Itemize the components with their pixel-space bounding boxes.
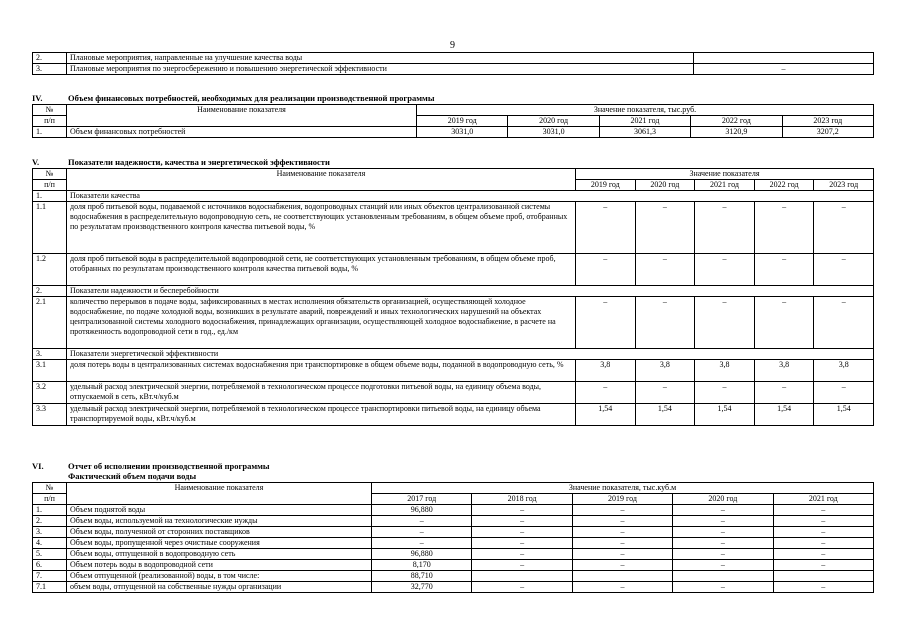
year-header: 2019 год xyxy=(417,116,508,127)
row-value: – xyxy=(576,382,636,404)
row-number: 1. xyxy=(33,505,67,516)
row-number: 2. xyxy=(33,286,67,297)
row-value xyxy=(694,53,874,64)
row-name: Плановые мероприятия по энергосбережению и повышению энергетической эффективности xyxy=(67,64,694,75)
row-value: – xyxy=(472,527,572,538)
row-name: Объем воды, пропущенной через очистные сооружения xyxy=(67,538,372,549)
row-value: – xyxy=(472,549,572,560)
row-number: 6. xyxy=(33,560,67,571)
row-value: – xyxy=(472,516,572,527)
row-number: 7.1 xyxy=(33,582,67,593)
header-name: Наименование показателя xyxy=(67,169,576,191)
table-row xyxy=(33,349,874,360)
year-header: 2021 год xyxy=(599,116,690,127)
row-value xyxy=(472,571,572,582)
row-value: – xyxy=(754,297,814,349)
table-row xyxy=(33,286,874,297)
row-value: 3,8 xyxy=(576,360,636,382)
row-name: Объем потерь воды в водопроводной сети xyxy=(67,560,372,571)
row-number: 7. xyxy=(33,571,67,582)
table-row xyxy=(33,254,874,286)
header-num: № xyxy=(33,483,67,494)
table-row xyxy=(33,360,874,382)
year-header: 2022 год xyxy=(691,116,782,127)
row-value: – xyxy=(814,382,874,404)
row-name: Объем воды, используемой на технологические нужды xyxy=(67,516,372,527)
row-value: – xyxy=(635,382,695,404)
row-number: 2.1 xyxy=(33,297,67,349)
row-name: доля проб питьевой воды в распределительной водопроводной сети, не соответствующих установленным требованиям, в общем объеме проб, отобранных по результатам производственного контроля качества питьевой воды, % xyxy=(67,254,576,286)
header-value: Значение показателя, тыс.руб. xyxy=(417,105,874,116)
row-value: – xyxy=(572,560,672,571)
row-value: – xyxy=(814,202,874,254)
row-number: 3.1 xyxy=(33,360,67,382)
row-number: 3.2 xyxy=(33,382,67,404)
row-value: 8,170 xyxy=(372,560,472,571)
row-value: – xyxy=(576,297,636,349)
year-header: 2020 год xyxy=(673,494,773,505)
row-value: – xyxy=(572,538,672,549)
row-value: – xyxy=(773,538,873,549)
row-value: – xyxy=(773,560,873,571)
year-header: 2019 год xyxy=(576,180,636,191)
section-6-title: VI. Отчет об исполнении производственной программы xyxy=(32,461,270,471)
row-value xyxy=(572,571,672,582)
table-row xyxy=(33,382,874,404)
row-value: 1,54 xyxy=(695,404,755,426)
row-number: 5. xyxy=(33,549,67,560)
row-value: – xyxy=(635,202,695,254)
row-value: – xyxy=(472,582,572,593)
row-name: Объем финансовых потребностей xyxy=(67,127,417,138)
row-value: – xyxy=(572,516,672,527)
table-row xyxy=(33,202,874,254)
row-value: 3,8 xyxy=(754,360,814,382)
section-5-title: V. Показатели надежности, качества и энергетической эффективности xyxy=(32,157,330,167)
year-header: 2023 год xyxy=(782,116,873,127)
row-value: 3,8 xyxy=(814,360,874,382)
row-value: – xyxy=(372,538,472,549)
table-row xyxy=(33,527,874,538)
table-row xyxy=(33,582,874,593)
row-value: 1,54 xyxy=(576,404,636,426)
row-number: 1. xyxy=(33,127,67,138)
row-value: – xyxy=(814,297,874,349)
row-value xyxy=(673,571,773,582)
header-num: № xyxy=(33,169,67,180)
row-value: 32,770 xyxy=(372,582,472,593)
row-value: 3,8 xyxy=(695,360,755,382)
financial-needs-table xyxy=(32,104,874,138)
row-number: 3. xyxy=(33,527,67,538)
row-name: Объем отпущенной (реализованной) воды, в том числе: xyxy=(67,571,372,582)
row-value: – xyxy=(695,297,755,349)
row-name: Объем воды, отпущенной в водопроводную сеть xyxy=(67,549,372,560)
table-row xyxy=(33,505,874,516)
row-name: удельный расход электрической энергии, потребляемой в технологическом процессе подготовки питьевой воды, на единицу объема воды, отпускаемой в сеть, кВт.ч/куб.м xyxy=(67,382,576,404)
table-row xyxy=(33,538,874,549)
row-name: доля проб питьевой воды, подаваемой с источников водоснабжения, водопроводных станций или иных объектов централизованной системы водоснабжения в распределительную водопроводную сеть, не соответствующих установленным требованиям, в общем объеме проб, отобранных по результатам производственного контроля качества питьевой воды, % xyxy=(67,202,576,254)
row-value: – xyxy=(576,254,636,286)
row-value: – xyxy=(754,202,814,254)
row-name: Показатели качества xyxy=(67,191,874,202)
row-number: 1.2 xyxy=(33,254,67,286)
header-num-sub: п/п xyxy=(33,180,67,191)
table-row xyxy=(33,549,874,560)
water-supply-table xyxy=(32,482,874,593)
row-value: – xyxy=(673,582,773,593)
row-name: удельный расход электрической энергии, потребляемой в технологическом процессе транспортировки питьевой воды, на единицу объема транспортируемой воды, кВт.ч/куб.м xyxy=(67,404,576,426)
row-value: – xyxy=(572,505,672,516)
row-value: 1,54 xyxy=(814,404,874,426)
year-header: 2023 год xyxy=(814,180,874,191)
row-value: – xyxy=(695,254,755,286)
header-value: Значение показателя, тыс.куб.м xyxy=(372,483,874,494)
row-value: 1,54 xyxy=(635,404,695,426)
row-value: – xyxy=(372,516,472,527)
year-header: 2021 год xyxy=(773,494,873,505)
row-value xyxy=(773,571,873,582)
row-value: – xyxy=(673,527,773,538)
row-value: – xyxy=(773,549,873,560)
row-number: 3. xyxy=(33,349,67,360)
table-row xyxy=(33,191,874,202)
table-row xyxy=(33,127,874,138)
row-value: – xyxy=(572,582,672,593)
top-table xyxy=(32,52,874,75)
reliability-table xyxy=(32,168,874,426)
table-row xyxy=(33,571,874,582)
row-number: 4. xyxy=(33,538,67,549)
year-header: 2019 год xyxy=(572,494,672,505)
year-header: 2022 год xyxy=(754,180,814,191)
row-name: Показатели энергетической эффективности xyxy=(67,349,874,360)
year-header: 2017 год xyxy=(372,494,472,505)
row-value: – xyxy=(372,527,472,538)
year-header: 2020 год xyxy=(508,116,599,127)
row-value: – xyxy=(773,527,873,538)
row-value: – xyxy=(694,64,874,75)
row-value: 3207,2 xyxy=(782,127,873,138)
row-value: – xyxy=(673,516,773,527)
row-value: 3031,0 xyxy=(417,127,508,138)
row-value: – xyxy=(673,505,773,516)
row-value: 3031,0 xyxy=(508,127,599,138)
row-number: 3.3 xyxy=(33,404,67,426)
row-value: 88,710 xyxy=(372,571,472,582)
row-value: – xyxy=(695,202,755,254)
row-name: Объем воды, полученной от сторонних поставщиков xyxy=(67,527,372,538)
header-value: Значение показателя xyxy=(576,169,874,180)
row-value: – xyxy=(673,538,773,549)
row-value: 96,880 xyxy=(372,549,472,560)
row-value: 3,8 xyxy=(635,360,695,382)
row-value: 3061,3 xyxy=(599,127,690,138)
table-row xyxy=(33,64,874,75)
row-number: 1.1 xyxy=(33,202,67,254)
row-value: – xyxy=(472,560,572,571)
page-number: 9 xyxy=(450,40,455,51)
row-value: – xyxy=(673,560,773,571)
row-value: – xyxy=(673,549,773,560)
table-row xyxy=(33,404,874,426)
table-row xyxy=(33,560,874,571)
row-value: – xyxy=(472,538,572,549)
row-value: – xyxy=(635,297,695,349)
row-name: Плановые мероприятия, направленные на улучшение качества воды xyxy=(67,53,694,64)
row-value: – xyxy=(773,516,873,527)
row-value: – xyxy=(572,549,672,560)
row-number: 3. xyxy=(33,64,67,75)
year-header: 2020 год xyxy=(635,180,695,191)
row-value: – xyxy=(814,254,874,286)
table-row xyxy=(33,297,874,349)
header-name: Наименование показателя xyxy=(67,105,417,127)
row-value: – xyxy=(472,505,572,516)
header-num: № xyxy=(33,105,67,116)
row-value: – xyxy=(754,382,814,404)
row-name: Объем поднятой воды xyxy=(67,505,372,516)
row-value: – xyxy=(576,202,636,254)
row-value: 96,880 xyxy=(372,505,472,516)
header-num-sub: п/п xyxy=(33,494,67,505)
row-number: 1. xyxy=(33,191,67,202)
year-header: 2021 год xyxy=(695,180,755,191)
row-value: – xyxy=(754,254,814,286)
row-name: количество перерывов в подаче воды, зафиксированных в местах исполнения обязательств организацией, осуществляющей холодное водоснабжение, по подаче холодной воды, возникших в результате аварий, повреждений и иных технологических нарушений на объектах централизованной системы холодного водоснабжения, принадлежащих организации, осуществляющей холодное водоснабжение, в расчете на протяженность водопроводной сети в год., ед./км xyxy=(67,297,576,349)
table-row xyxy=(33,516,874,527)
row-value: 1,54 xyxy=(754,404,814,426)
row-number: 2. xyxy=(33,53,67,64)
section-6-subtitle: Фактический объем подачи воды xyxy=(68,471,197,481)
section-4-title: IV. Объем финансовых потребностей, необходимых для реализации производственной программы xyxy=(32,93,435,103)
header-name: Наименование показателя xyxy=(67,483,372,505)
table-row xyxy=(33,53,874,64)
row-value: – xyxy=(635,254,695,286)
row-name: объем воды, отпущенной на собственные нужды организации xyxy=(67,582,372,593)
row-name: доля потерь воды в централизованных системах водоснабжения при транспортировке в общем объеме воды, поданной в водопроводную сеть, % xyxy=(67,360,576,382)
row-name: Показатели надежности и бесперебойности xyxy=(67,286,874,297)
row-value: – xyxy=(572,527,672,538)
row-value: – xyxy=(695,382,755,404)
row-number: 2. xyxy=(33,516,67,527)
row-value: – xyxy=(773,582,873,593)
row-value: – xyxy=(773,505,873,516)
row-value: 3120,9 xyxy=(691,127,782,138)
year-header: 2018 год xyxy=(472,494,572,505)
header-num-sub: п/п xyxy=(33,116,67,127)
